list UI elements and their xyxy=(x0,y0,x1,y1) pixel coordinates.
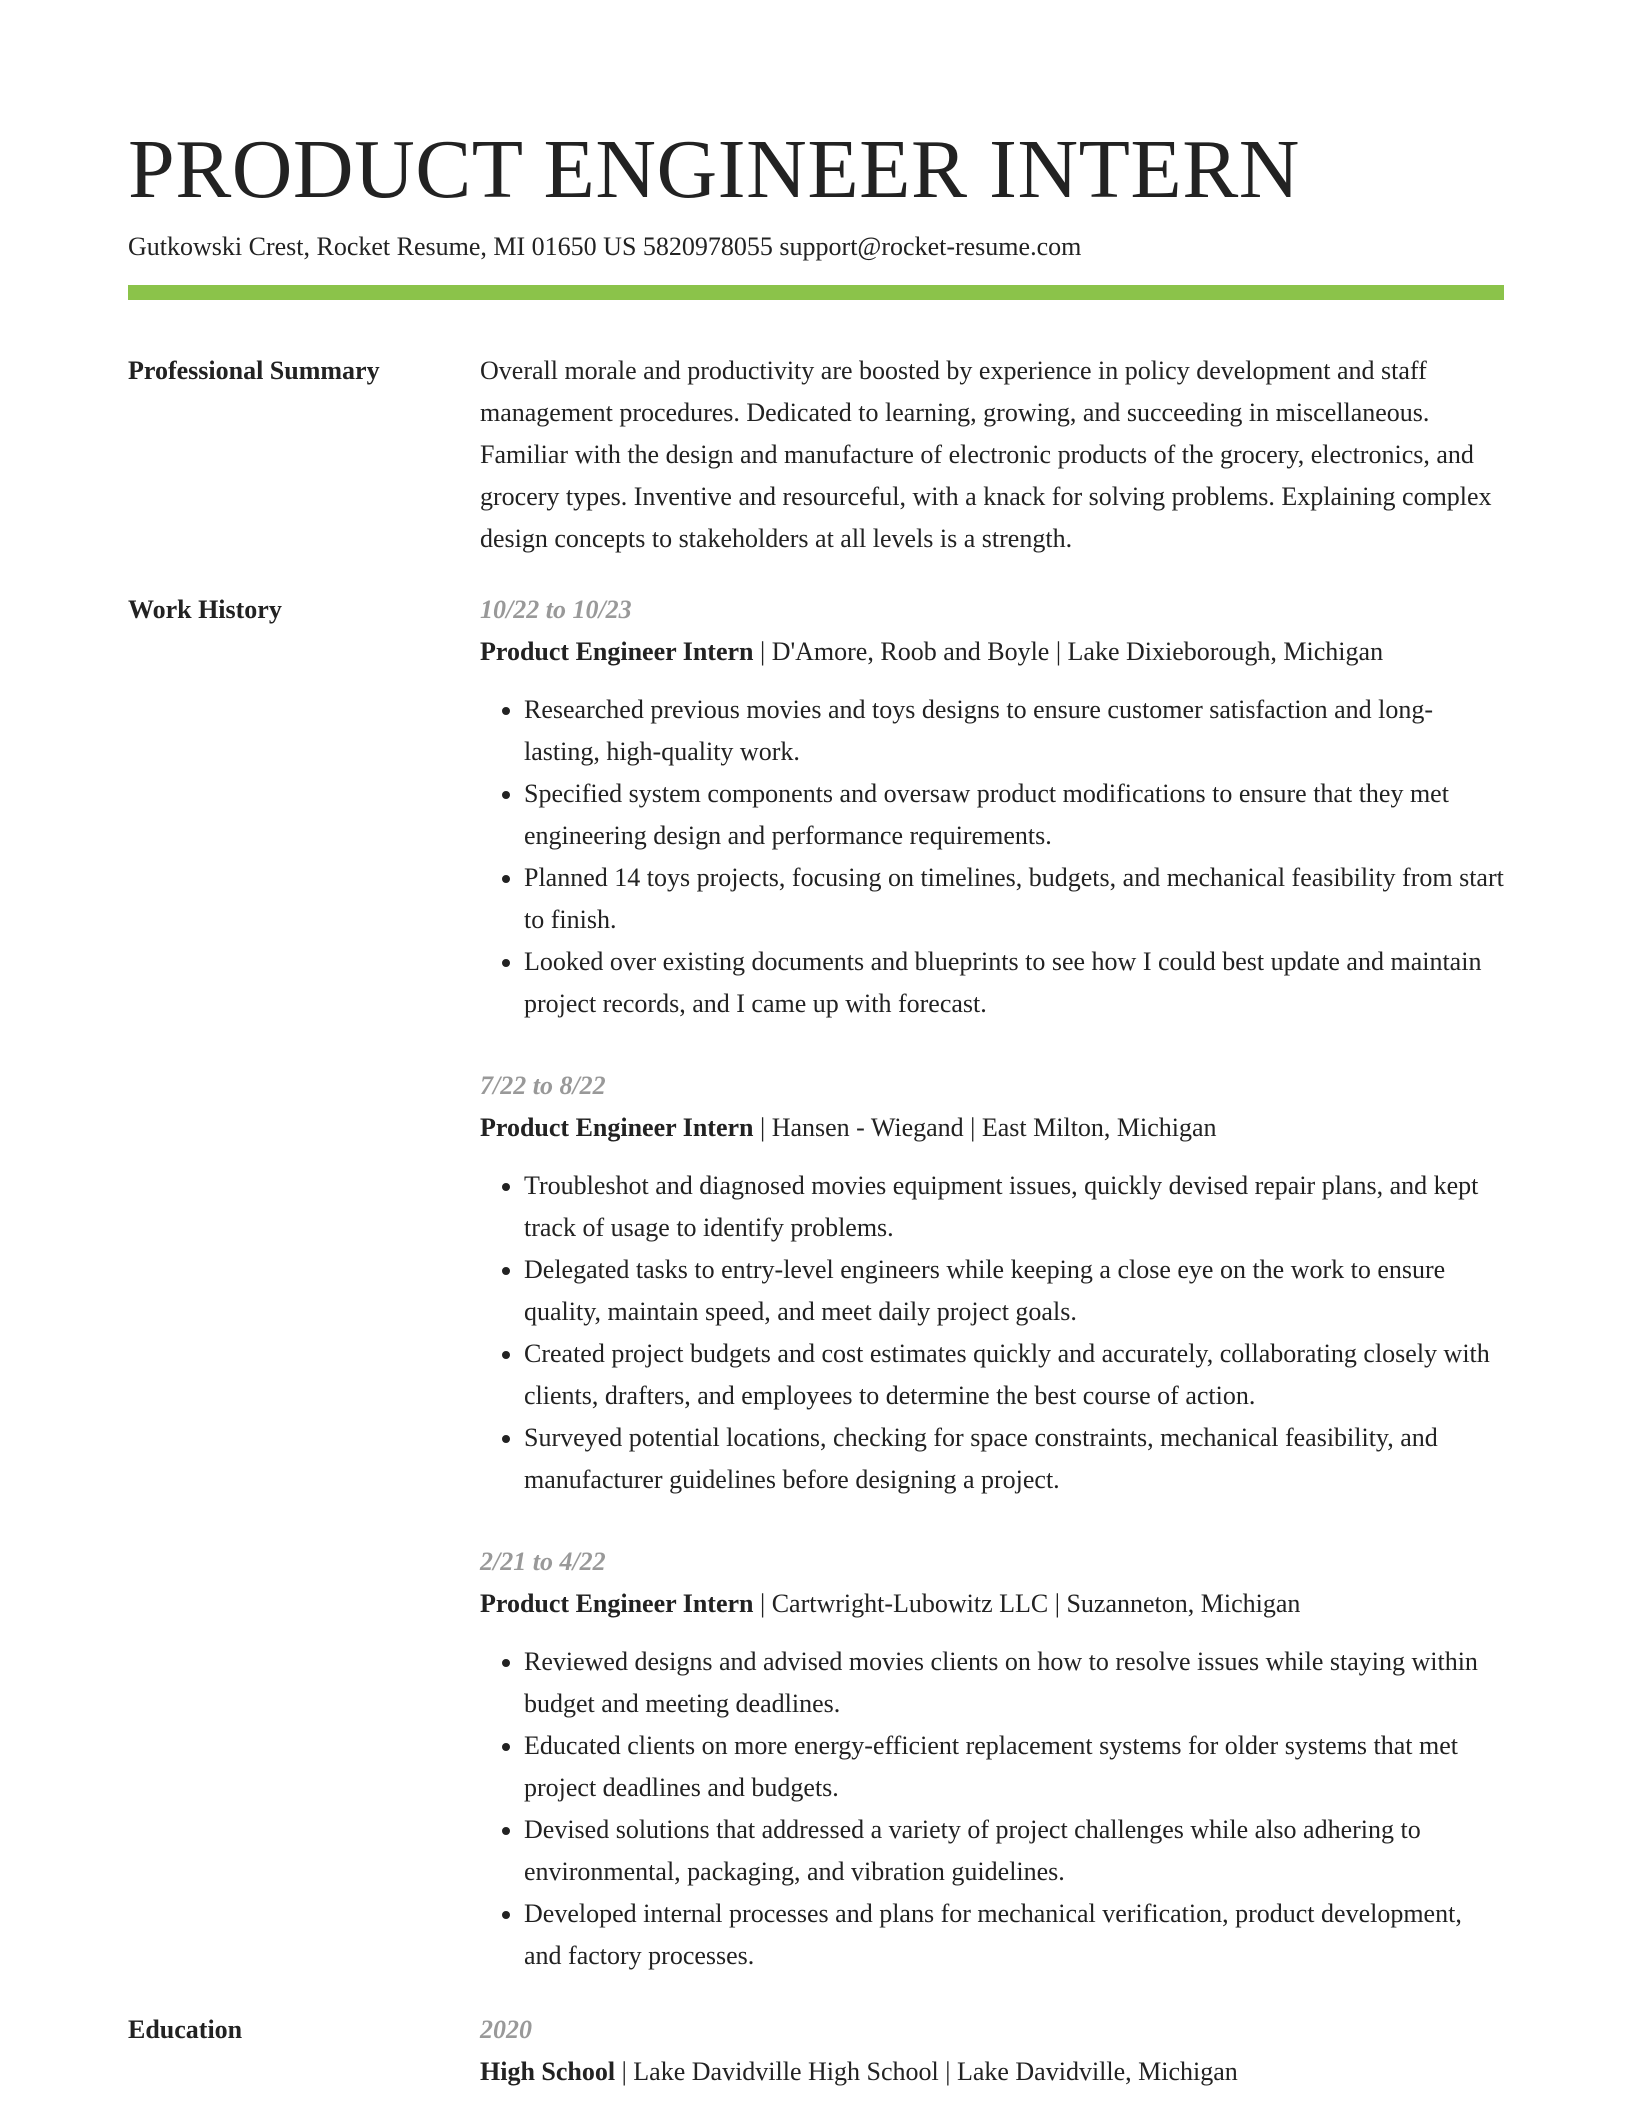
job-bullet: • Surveyed potential locations, checking for space constraints, mechanical feasibility, and manufacturer guidelines before designing a project. xyxy=(524,1417,1504,1501)
job-title: Product Engineer Intern xyxy=(480,1589,754,1618)
resume-page xyxy=(128,0,1504,2093)
education-list xyxy=(480,2009,1504,2093)
resume-name-heading: PRODUCT ENGINEER INTERN xyxy=(128,123,1300,216)
contact-info: Gutkowski Crest, Rocket Resume, MI 01650 US 5820978055 support@rocket-resume.com xyxy=(128,232,1082,261)
section-heading-summary: Professional Summary xyxy=(128,356,380,385)
summary-text: Overall morale and productivity are boosted by experience in policy development and staff management procedures. Dedicated to learning, growing, and succeeding in miscellaneous. Familiar with the design and manufacture of electronic products of the grocery, electronics, and grocery types. Inventive and resourceful, with a knack for solving problems. Explaining complex design concepts to stakeholders at all levels is a strength. xyxy=(480,356,1492,553)
job-bullet: • Developed internal processes and plans for mechanical verification, product development, and factory processes. xyxy=(524,1893,1504,1977)
education-entry xyxy=(480,2009,1504,2093)
job-bullet: • Created project budgets and cost estimates quickly and accurately, collaborating closely with clients, drafters, and employees to determine the best course of action. xyxy=(524,1333,1504,1417)
job-bullet: • Reviewed designs and advised movies clients on how to resolve issues while staying within budget and meeting deadlines. xyxy=(524,1641,1504,1725)
job-dates: 2/21 to 4/22 xyxy=(480,1547,606,1576)
job-dates: 10/22 to 10/23 xyxy=(480,595,632,624)
job-bullet: • Devised solutions that addressed a variety of project challenges while also adhering to environmental, packaging, and vibration guidelines. xyxy=(524,1809,1504,1893)
job-bullet: • Planned 14 toys projects, focusing on timelines, budgets, and mechanical feasibility from start to finish. xyxy=(524,857,1504,941)
job-dates: 7/22 to 8/22 xyxy=(480,1071,606,1100)
school-location: | Lake Davidville High School | Lake Davidville, Michigan xyxy=(615,2057,1238,2086)
job-entry xyxy=(480,1541,1504,1977)
job-bullet: • Looked over existing documents and blueprints to see how I could best update and maintain project records, and I came up with forecast. xyxy=(524,941,1504,1025)
job-employer-location: | Cartwright-Lubowitz LLC | Suzanneton, Michigan xyxy=(753,1589,1301,1618)
education-date: 2020 xyxy=(480,2015,532,2044)
section-heading-work-history: Work History xyxy=(128,595,282,624)
work-history-list xyxy=(480,589,1504,1977)
job-bullet: • Troubleshot and diagnosed movies equipment issues, quickly devised repair plans, and kept track of usage to identify problems. xyxy=(524,1165,1504,1249)
job-bullet-list xyxy=(480,1165,1504,1501)
section-heading-education: Education xyxy=(128,2015,243,2044)
accent-divider xyxy=(128,285,1504,300)
work-history-section xyxy=(128,589,1504,1977)
job-bullet: • Researched previous movies and toys designs to ensure customer satisfaction and long-lasting, high-quality work. xyxy=(524,689,1504,773)
job-role-line xyxy=(480,1583,1504,1625)
job-bullet-list xyxy=(480,689,1504,1025)
job-role-line xyxy=(480,1107,1504,1149)
job-title: Product Engineer Intern xyxy=(480,637,754,666)
job-bullet-list xyxy=(480,1641,1504,1977)
job-title: Product Engineer Intern xyxy=(480,1113,754,1142)
job-bullet: • Educated clients on more energy-efficient replacement systems for older systems that met project deadlines and budgets. xyxy=(524,1725,1504,1809)
degree-title: High School xyxy=(480,2057,616,2086)
education-section xyxy=(128,2009,1504,2093)
job-employer-location: | Hansen - Wiegand | East Milton, Michigan xyxy=(753,1113,1217,1142)
job-bullet: • Specified system components and oversaw product modifications to ensure that they met engineering design and performance requirements. xyxy=(524,773,1504,857)
job-entry xyxy=(480,1065,1504,1501)
job-bullet: • Delegated tasks to entry-level engineers while keeping a close eye on the work to ensure quality, maintain speed, and meet daily project goals. xyxy=(524,1249,1504,1333)
job-employer-location: | D'Amore, Roob and Boyle | Lake Dixieborough, Michigan xyxy=(753,637,1384,666)
job-entry xyxy=(480,589,1504,1025)
job-role-line xyxy=(480,631,1504,673)
professional-summary-section xyxy=(128,350,1504,560)
education-line xyxy=(480,2051,1504,2093)
